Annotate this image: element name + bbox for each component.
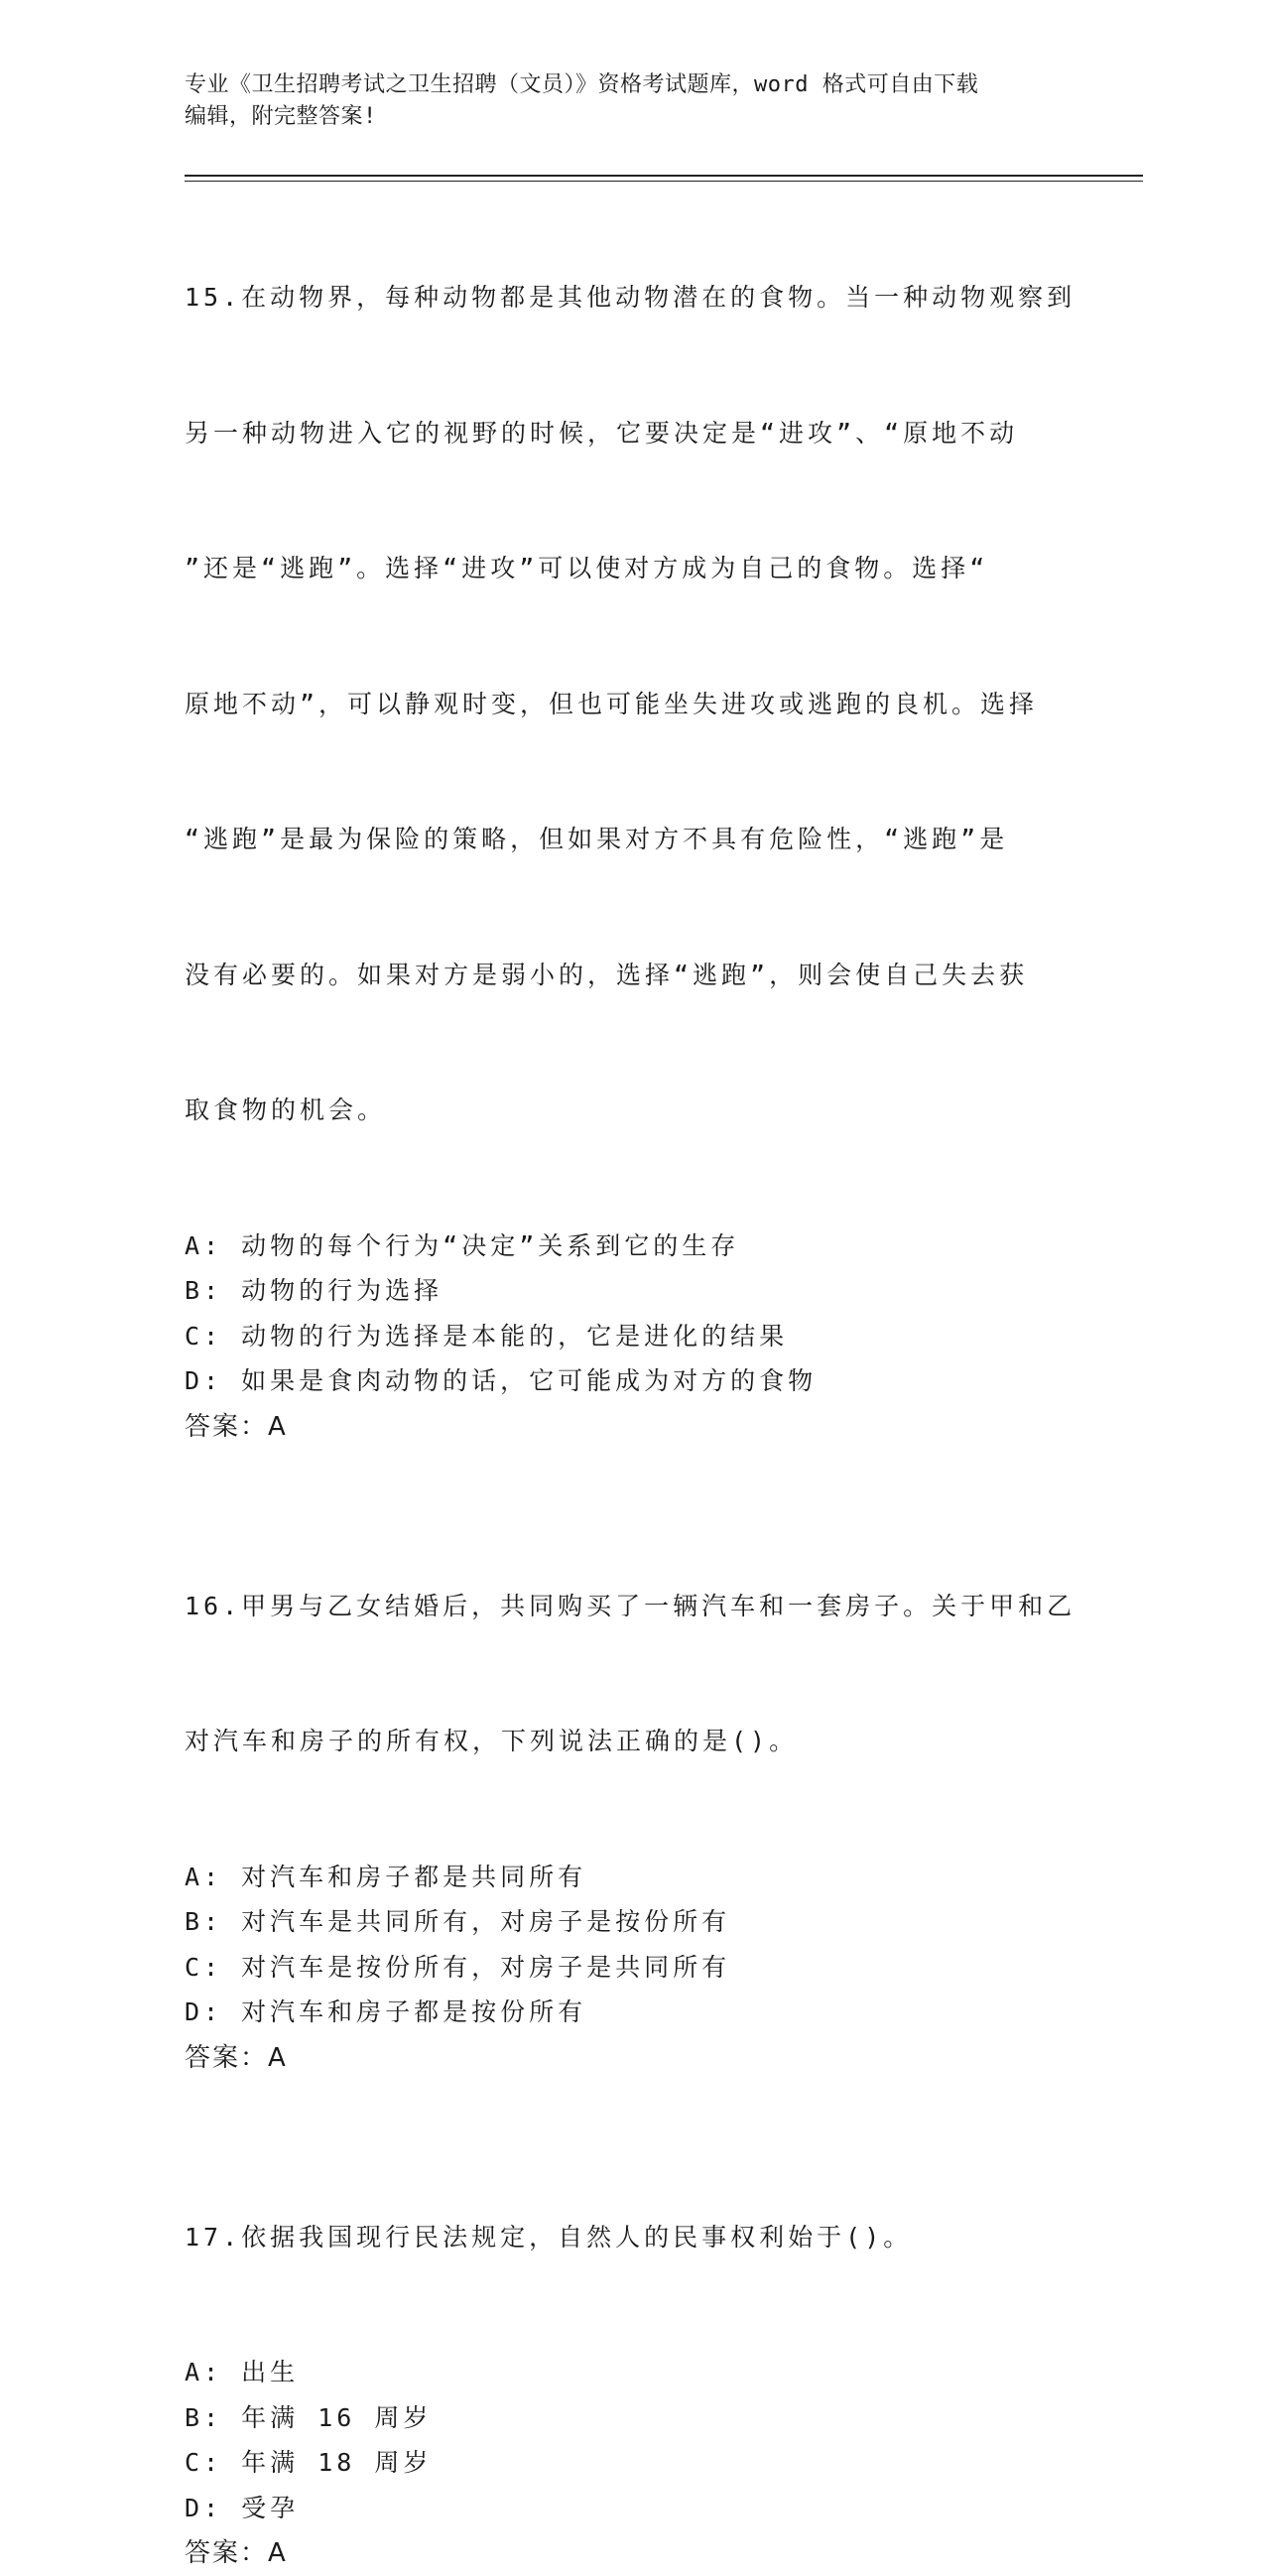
- option-d: D: 对汽车和房子都是按份所有: [185, 1990, 1077, 2035]
- stem-line: 15.在动物界，每种动物都是其他动物潜在的食物。当一种动物观察到: [185, 275, 1077, 321]
- answer-label: 答案：A: [185, 2035, 1077, 2081]
- option-a: A: 出生: [185, 2350, 1077, 2395]
- answer-label: 答案：A: [185, 2530, 1077, 2576]
- header-line-1: 专业《卫生招聘考试之卫生招聘（文员）》资格考试题库，word 格式可自由下载: [185, 69, 1058, 101]
- header-divider-thick: [185, 175, 1143, 177]
- stem-line: “逃跑”是最为保险的策略，但如果对方不具有危险性，“逃跑”是: [185, 817, 1077, 862]
- question-15: [185, 185, 1077, 1450]
- option-d: D: 受孕: [185, 2486, 1077, 2531]
- question-list: [185, 185, 1077, 2576]
- document-header: [185, 69, 1058, 133]
- question-stem: [185, 2125, 1077, 2351]
- question-16: [185, 1493, 1077, 2081]
- option-b: B: 动物的行为选择: [185, 1268, 1077, 1314]
- answer-label: 答案：A: [185, 1404, 1077, 1450]
- stem-line: 16.甲男与乙女结婚后，共同购买了一辆汽车和一套房子。关于甲和乙: [185, 1584, 1077, 1629]
- question-17: [185, 2125, 1077, 2576]
- stem-line: 17.依据我国现行民法规定，自然人的民事权利始于()。: [185, 2215, 1077, 2260]
- option-a: A: 对汽车和房子都是共同所有: [185, 1855, 1077, 1900]
- stem-line: 没有必要的。如果对方是弱小的，选择“逃跑”，则会使自己失去获: [185, 953, 1077, 998]
- option-c: C: 年满 18 周岁: [185, 2440, 1077, 2486]
- header-divider-thin: [185, 181, 1143, 182]
- stem-line: 取食物的机会。: [185, 1088, 1077, 1133]
- stem-line: 对汽车和房子的所有权，下列说法正确的是()。: [185, 1719, 1077, 1764]
- question-stem: [185, 1493, 1077, 1855]
- stem-line: 另一种动物进入它的视野的时候，它要决定是“进攻”、“原地不动: [185, 411, 1077, 456]
- option-c: C: 动物的行为选择是本能的，它是进化的结果: [185, 1314, 1077, 1359]
- header-line-2: 编辑，附完整答案!: [185, 101, 1058, 133]
- option-d: D: 如果是食肉动物的话，它可能成为对方的食物: [185, 1358, 1077, 1404]
- option-c: C: 对汽车是按份所有，对房子是共同所有: [185, 1945, 1077, 1991]
- question-stem: [185, 185, 1077, 1224]
- option-a: A: 动物的每个行为“决定”关系到它的生存: [185, 1224, 1077, 1269]
- option-b: B: 年满 16 周岁: [185, 2395, 1077, 2441]
- stem-line: 原地不动”，可以静观时变，但也可能坐失进攻或逃跑的良机。选择: [185, 682, 1077, 727]
- option-b: B: 对汽车是共同所有，对房子是按份所有: [185, 1899, 1077, 1945]
- stem-line: ”还是“逃跑”。选择“进攻”可以使对方成为自己的食物。选择“: [185, 546, 1077, 591]
